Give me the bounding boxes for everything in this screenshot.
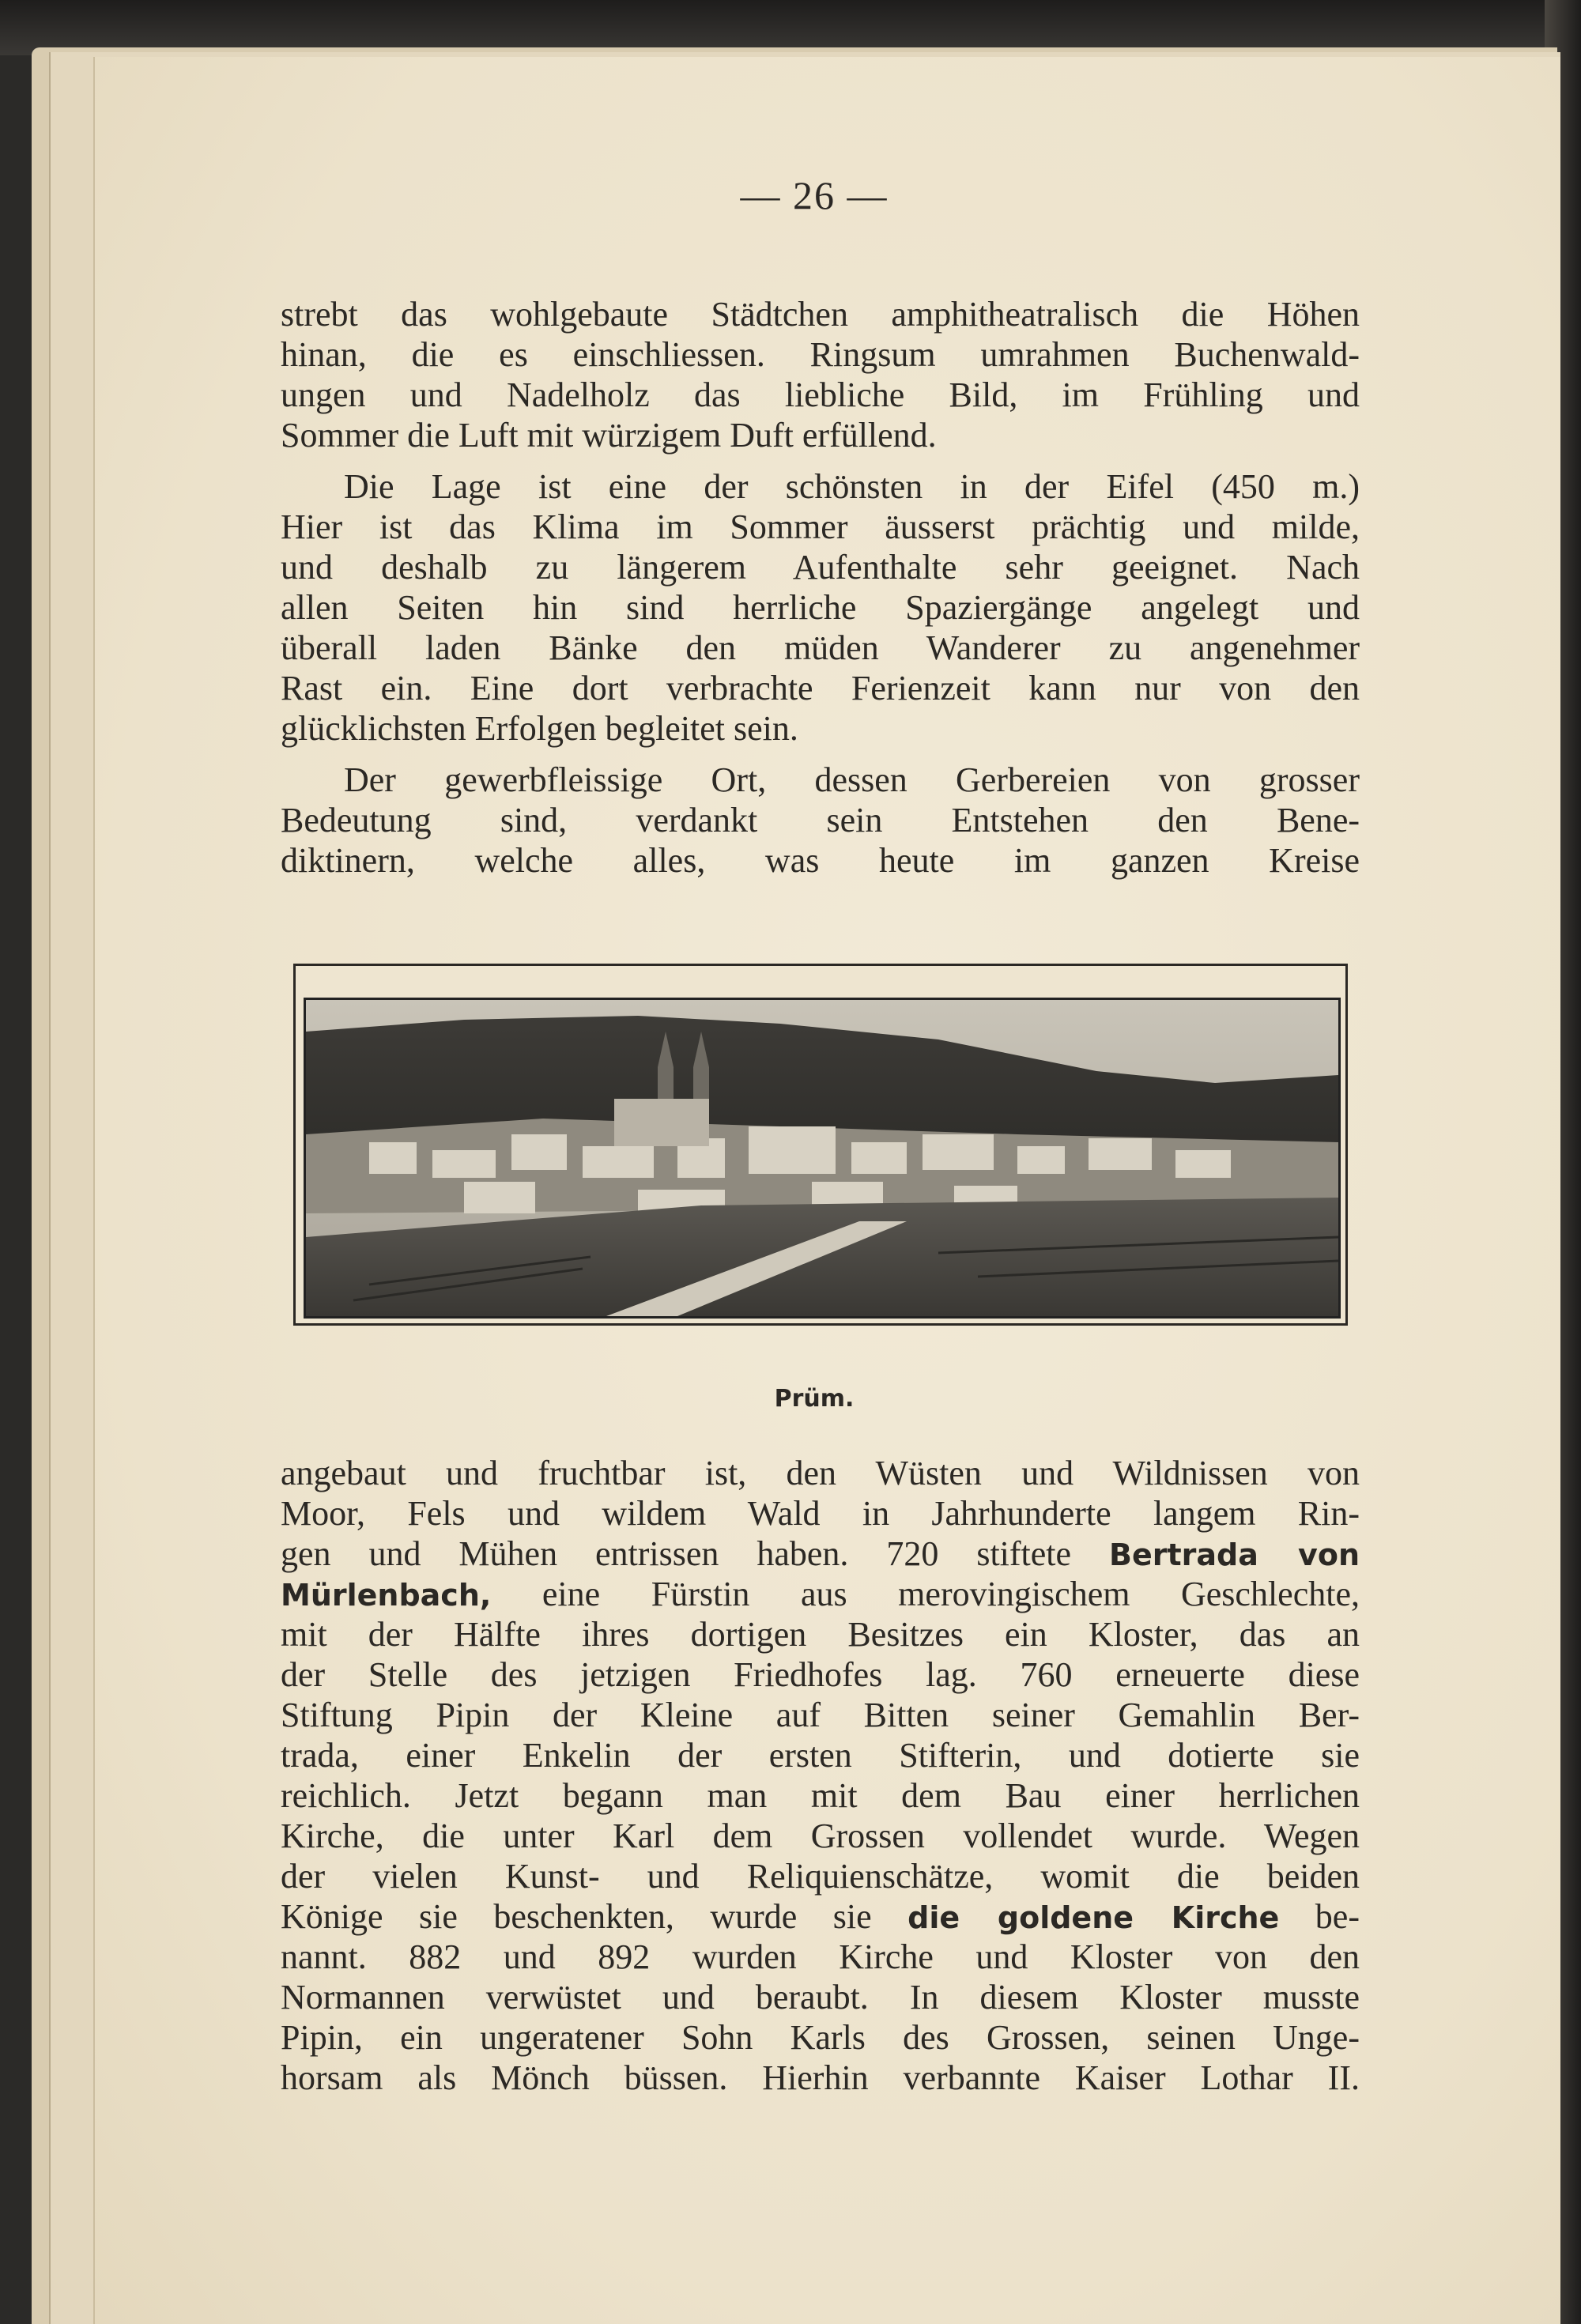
text-line <box>281 587 1360 628</box>
text-line <box>281 2058 1360 2098</box>
text-segment: Der gewerbfleissige Ort, dessen Gerbereien von grosser <box>344 760 1360 799</box>
text-segment: Hier ist das Klima im Sommer äusserst prächtig und milde, <box>281 507 1360 546</box>
text-segment: be- <box>1279 1897 1360 1936</box>
text-segment: eine Fürstin aus merovingischem Geschlechte, <box>491 1575 1360 1613</box>
text-line <box>281 466 1360 507</box>
text-line <box>281 840 1360 881</box>
text-line <box>281 334 1360 375</box>
text-segment: Sommer die Luft mit würzigem Duft erfüllend. <box>281 416 937 455</box>
text-segment: gen und Mühen entrissen haben. 720 stiftete <box>281 1534 1110 1573</box>
text-segment: hinan, die es einschliessen. Ringsum umrahmen Buchenwald- <box>281 335 1360 374</box>
text-segment: Moor, Fels und wildem Wald in Jahrhunderte langem Rin- <box>281 1494 1360 1533</box>
text-line <box>281 628 1360 668</box>
text-segment: allen Seiten hin sind herrliche Spaziergänge angelegt und <box>281 588 1360 627</box>
text-line <box>281 1614 1360 1654</box>
text-line <box>281 1493 1360 1534</box>
text-line <box>281 547 1360 587</box>
text-line <box>281 1695 1360 1735</box>
bold-phrase: die goldene Kirche <box>907 1900 1280 1935</box>
text-segment: Stiftung Pipin der Kleine auf Bitten seiner Gemahlin Ber- <box>281 1696 1360 1734</box>
text-segment: überall laden Bänke den müden Wanderer zu angenehmer <box>281 628 1360 667</box>
bold-phrase: Mürlenbach, <box>281 1578 492 1613</box>
text-line <box>281 1775 1360 1816</box>
text-line <box>281 1654 1360 1695</box>
text-line <box>281 375 1360 415</box>
text-block-upper <box>281 294 1360 881</box>
text-segment: Normannen verwüstet und beraubt. In diesem Kloster musste <box>281 1978 1360 2017</box>
text-line <box>281 1735 1360 1775</box>
page-number: — 26 — <box>740 173 889 217</box>
text-segment: der Stelle des jetzigen Friedhofes lag. 760 erneuerte diese <box>281 1655 1360 1694</box>
text-segment: glücklichsten Erfolgen begleitet sein. <box>281 709 798 748</box>
text-segment: Könige sie beschenkten, wurde sie <box>281 1897 908 1936</box>
text-segment: Die Lage ist eine der schönsten in der Eifel (450 m.) <box>344 467 1360 506</box>
text-segment: Rast ein. Eine dort verbrachte Ferienzeit kann nur von den <box>281 669 1360 707</box>
text-line <box>281 1816 1360 1856</box>
text-line <box>281 1937 1360 1977</box>
text-line <box>281 760 1360 800</box>
text-segment: angebaut und fruchtbar ist, den Wüsten und Wildnissen von <box>281 1454 1360 1492</box>
text-segment: reichlich. Jetzt begann man mit dem Bau einer herrlichen <box>281 1776 1360 1815</box>
text-line <box>281 1896 1360 1937</box>
text-segment: mit der Hälfte ihres dortigen Besitzes ein Kloster, das an <box>281 1615 1360 1654</box>
text-line <box>281 415 1360 455</box>
text-block-lower <box>281 1453 1360 2098</box>
text-segment: der vielen Kunst- und Reliquienschätze, womit die beiden <box>281 1857 1360 1896</box>
town-photo <box>304 998 1341 1319</box>
text-line <box>281 1453 1360 1493</box>
text-line <box>281 2017 1360 2058</box>
text-segment: und deshalb zu längerem Aufenthalte sehr geeignet. Nach <box>281 548 1360 587</box>
photo-frame <box>293 964 1348 1326</box>
text-line <box>281 294 1360 334</box>
text-segment: ungen und Nadelholz das liebliche Bild, im Frühling und <box>281 375 1360 414</box>
text-segment: nannt. 882 und 892 wurden Kirche und Kloster von den <box>281 1937 1360 1976</box>
town-panorama-illustration <box>306 1000 1338 1316</box>
text-segment: strebt das wohlgebaute Städtchen amphitheatralisch die Höhen <box>281 295 1360 334</box>
text-segment: Kirche, die unter Karl dem Grossen vollendet wurde. Wegen <box>281 1817 1360 1855</box>
text-line <box>281 1977 1360 2017</box>
text-segment: diktinern, welche alles, was heute im ganzen Kreise <box>281 841 1360 880</box>
text-line <box>281 507 1360 547</box>
text-line <box>281 668 1360 708</box>
text-line <box>281 1574 1360 1614</box>
text-segment: Bedeutung sind, verdankt sein Entstehen den Bene- <box>281 801 1360 839</box>
bold-phrase: Bertrada von <box>1109 1537 1360 1572</box>
text-line <box>281 1856 1360 1896</box>
text-line <box>281 800 1360 840</box>
text-segment: Pipin, ein ungeratener Sohn Karls des Grossen, seinen Unge- <box>281 2018 1360 2057</box>
text-segment: trada, einer Enkelin der ersten Stifterin, und dotierte sie <box>281 1736 1360 1775</box>
text-line <box>281 708 1360 749</box>
text-segment: horsam als Mönch büssen. Hierhin verbannte Kaiser Lothar II. <box>281 2058 1360 2097</box>
text-line <box>281 1534 1360 1574</box>
photo-caption: Prüm. <box>774 1385 855 1413</box>
